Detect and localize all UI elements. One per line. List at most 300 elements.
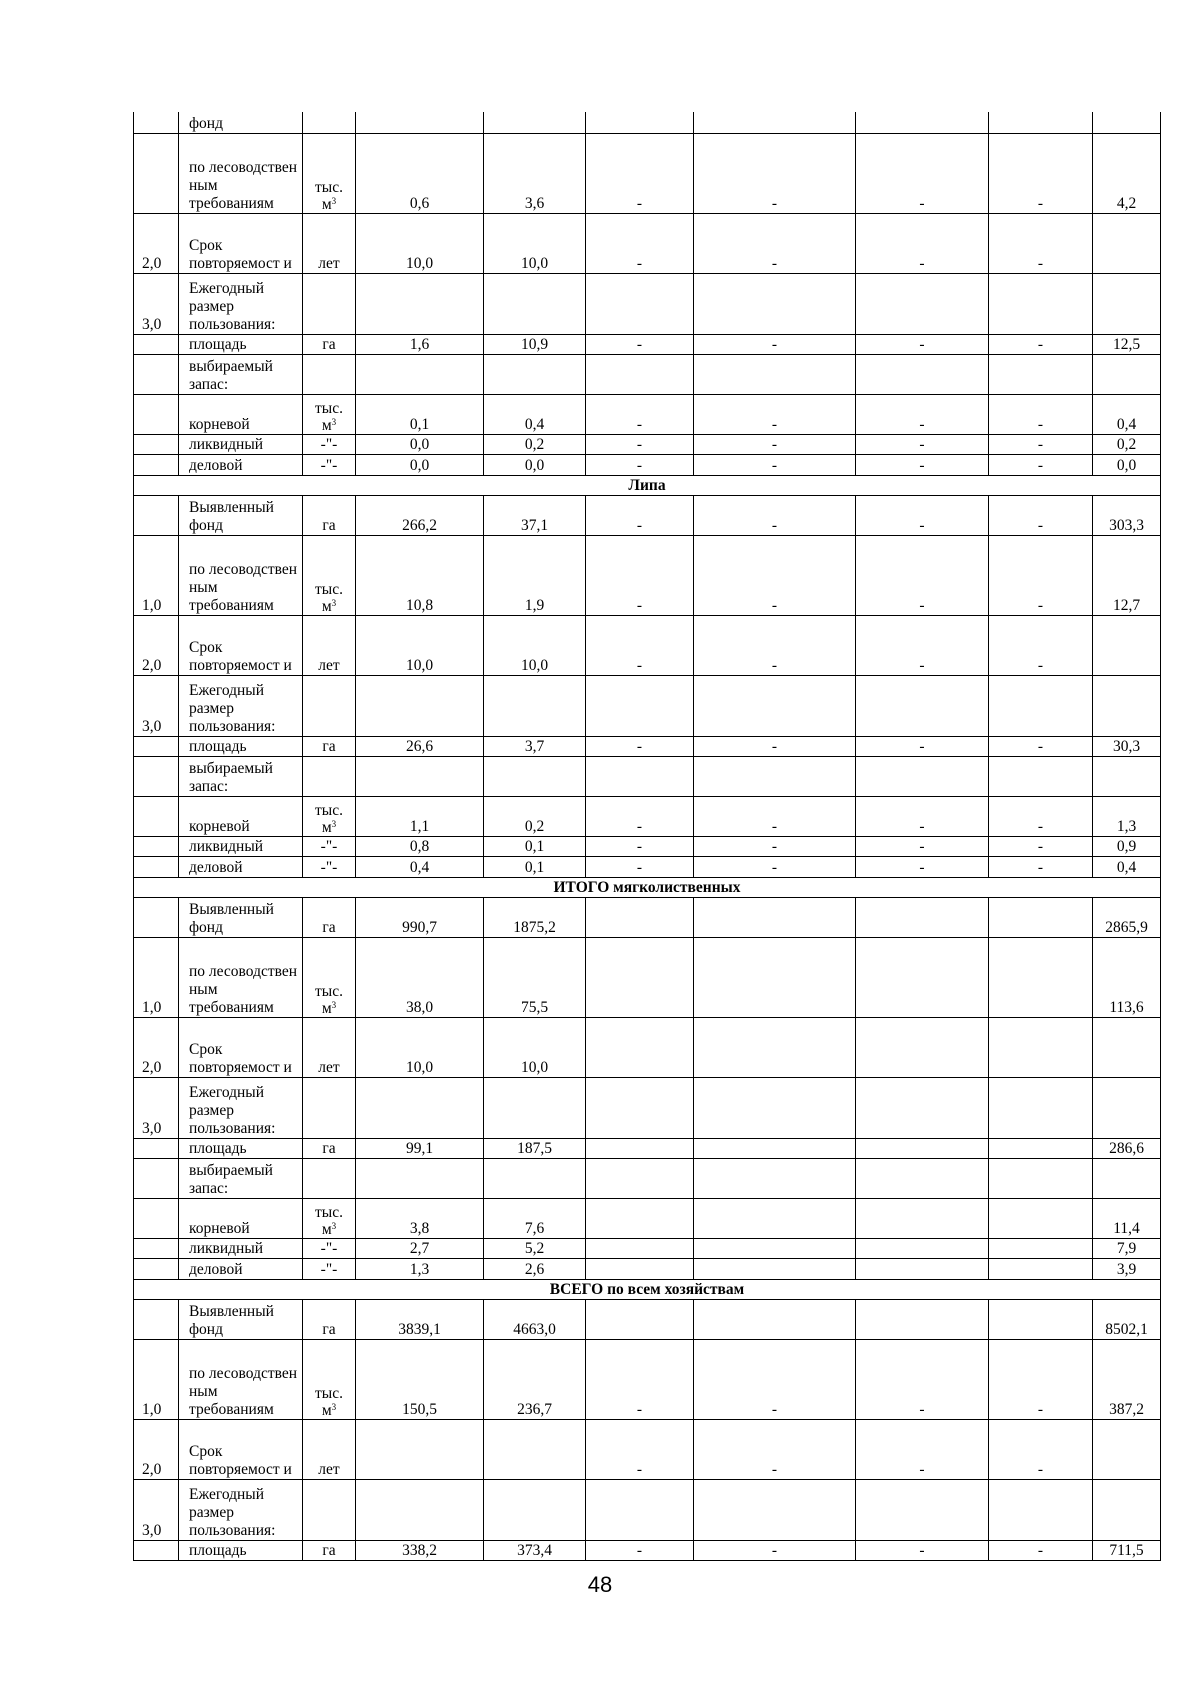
position-cell xyxy=(134,1198,179,1238)
value-col-5: - xyxy=(856,535,989,615)
name-cell: площадь xyxy=(179,1540,303,1560)
value-col-1: 10,0 xyxy=(356,1017,484,1077)
value-col-2: 10,0 xyxy=(484,615,586,675)
value-col-1: 990,7 xyxy=(356,897,484,937)
value-col-2: 4663,0 xyxy=(484,1299,586,1339)
section-header-row xyxy=(134,475,1161,495)
name-cell: корневой xyxy=(179,394,303,434)
value-col-1: 0,1 xyxy=(356,394,484,434)
value-col-6: - xyxy=(989,836,1093,856)
value-col-3: - xyxy=(586,836,694,856)
value-col-3 xyxy=(586,937,694,1017)
value-col-6 xyxy=(989,675,1093,736)
unit-cell: лет xyxy=(303,615,356,675)
value-col-5: - xyxy=(856,796,989,836)
table-row xyxy=(134,1540,1161,1560)
value-col-5 xyxy=(856,1017,989,1077)
total-cell xyxy=(1093,1077,1161,1138)
value-col-3: - xyxy=(586,856,694,877)
value-col-3: - xyxy=(586,796,694,836)
total-cell: 0,4 xyxy=(1093,856,1161,877)
table-row xyxy=(134,495,1161,535)
value-col-4: - xyxy=(694,535,856,615)
unit-cell: -"- xyxy=(303,434,356,454)
total-cell: 4,2 xyxy=(1093,133,1161,213)
value-col-6 xyxy=(989,1017,1093,1077)
total-cell: 30,3 xyxy=(1093,736,1161,756)
position-cell xyxy=(134,1138,179,1158)
name-cell: Ежегодный размер пользования: xyxy=(179,273,303,334)
position-cell xyxy=(134,796,179,836)
value-col-6: - xyxy=(989,334,1093,354)
value-col-4 xyxy=(694,1238,856,1258)
value-col-5 xyxy=(856,1138,989,1158)
value-col-4 xyxy=(694,112,856,133)
name-cell: деловой xyxy=(179,856,303,877)
name-cell: ликвидный xyxy=(179,1238,303,1258)
value-col-2: 236,7 xyxy=(484,1339,586,1419)
name-cell: Ежегодный размер пользования: xyxy=(179,1479,303,1540)
value-col-2: 373,4 xyxy=(484,1540,586,1560)
total-cell: 0,4 xyxy=(1093,394,1161,434)
value-col-5 xyxy=(856,1238,989,1258)
unit-cell xyxy=(303,675,356,736)
total-cell: 2865,9 xyxy=(1093,897,1161,937)
table-row xyxy=(134,133,1161,213)
value-col-4 xyxy=(694,354,856,394)
section-title: ИТОГО мягколиственных xyxy=(134,877,1161,897)
table-row xyxy=(134,1017,1161,1077)
value-col-5 xyxy=(856,1198,989,1238)
value-col-3: - xyxy=(586,1540,694,1560)
page-number: 48 xyxy=(587,1572,613,1597)
position-cell xyxy=(134,434,179,454)
table-row xyxy=(134,1077,1161,1138)
value-col-3: - xyxy=(586,535,694,615)
value-col-6 xyxy=(989,756,1093,796)
value-col-2: 0,0 xyxy=(484,454,586,475)
value-col-1: 0,0 xyxy=(356,454,484,475)
value-col-2: 10,9 xyxy=(484,334,586,354)
unit-cell: тыс. $м^3$ xyxy=(303,1339,356,1419)
value-col-5 xyxy=(856,756,989,796)
value-col-4 xyxy=(694,1299,856,1339)
table-row xyxy=(134,213,1161,273)
name-cell: деловой xyxy=(179,454,303,475)
unit-cell xyxy=(303,1077,356,1138)
table-row xyxy=(134,675,1161,736)
name-cell: по лесоводствен ным требованиям xyxy=(179,1339,303,1419)
value-col-2 xyxy=(484,1419,586,1479)
value-col-6 xyxy=(989,897,1093,937)
position-cell xyxy=(134,1299,179,1339)
position-cell xyxy=(134,1158,179,1198)
value-col-3: - xyxy=(586,213,694,273)
value-col-2: 0,2 xyxy=(484,434,586,454)
table-row xyxy=(134,112,1161,133)
table-row xyxy=(134,273,1161,334)
value-col-4: - xyxy=(694,836,856,856)
name-cell: площадь xyxy=(179,736,303,756)
value-col-5 xyxy=(856,937,989,1017)
position-cell xyxy=(134,112,179,133)
value-col-4 xyxy=(694,1479,856,1540)
value-col-3: - xyxy=(586,1419,694,1479)
value-col-4: - xyxy=(694,133,856,213)
value-col-3 xyxy=(586,1198,694,1238)
table-row xyxy=(134,736,1161,756)
value-col-2 xyxy=(484,756,586,796)
value-col-4 xyxy=(694,937,856,1017)
value-col-4 xyxy=(694,1017,856,1077)
total-cell: 7,9 xyxy=(1093,1238,1161,1258)
value-col-1 xyxy=(356,756,484,796)
value-col-2 xyxy=(484,1077,586,1138)
value-col-3 xyxy=(586,1077,694,1138)
name-cell: Выявленный фонд xyxy=(179,1299,303,1339)
unit-cell: -"- xyxy=(303,1238,356,1258)
position-cell xyxy=(134,1258,179,1279)
value-col-4 xyxy=(694,675,856,736)
unit-cell xyxy=(303,1158,356,1198)
unit-cell: га xyxy=(303,897,356,937)
total-cell xyxy=(1093,1419,1161,1479)
unit-cell: тыс. $м^3$ xyxy=(303,796,356,836)
position-cell: 3,0 xyxy=(134,1077,179,1138)
value-col-4: - xyxy=(694,615,856,675)
value-col-4 xyxy=(694,756,856,796)
value-col-3: - xyxy=(586,454,694,475)
unit-cell xyxy=(303,273,356,334)
unit-cell: лет xyxy=(303,1017,356,1077)
value-col-6 xyxy=(989,1158,1093,1198)
unit-cell: га xyxy=(303,736,356,756)
value-col-2: 7,6 xyxy=(484,1198,586,1238)
table-row xyxy=(134,937,1161,1017)
name-cell: площадь xyxy=(179,1138,303,1158)
unit-cell: тыс. $м^3$ xyxy=(303,1198,356,1238)
value-col-4: - xyxy=(694,394,856,434)
value-col-2: 10,0 xyxy=(484,213,586,273)
value-col-6: - xyxy=(989,615,1093,675)
value-col-4: - xyxy=(694,495,856,535)
total-cell xyxy=(1093,273,1161,334)
value-col-5: - xyxy=(856,1540,989,1560)
value-col-3 xyxy=(586,354,694,394)
value-col-6: - xyxy=(989,856,1093,877)
section-title: ВСЕГО по всем хозяйствам xyxy=(134,1279,1161,1299)
value-col-2: 0,4 xyxy=(484,394,586,434)
total-cell: 0,0 xyxy=(1093,454,1161,475)
value-col-1: 0,6 xyxy=(356,133,484,213)
position-cell xyxy=(134,1238,179,1258)
total-cell xyxy=(1093,615,1161,675)
total-cell: 1,3 xyxy=(1093,796,1161,836)
value-col-6: - xyxy=(989,1419,1093,1479)
value-col-5: - xyxy=(856,836,989,856)
value-col-6 xyxy=(989,1138,1093,1158)
unit-cell: га xyxy=(303,495,356,535)
value-col-1: 0,8 xyxy=(356,836,484,856)
value-col-6 xyxy=(989,1479,1093,1540)
value-col-3: - xyxy=(586,1339,694,1419)
position-cell xyxy=(134,334,179,354)
total-cell: 286,6 xyxy=(1093,1138,1161,1158)
section-header-row xyxy=(134,1279,1161,1299)
total-cell xyxy=(1093,1158,1161,1198)
total-cell xyxy=(1093,354,1161,394)
value-col-3 xyxy=(586,897,694,937)
value-col-1 xyxy=(356,354,484,394)
value-col-6 xyxy=(989,1238,1093,1258)
value-col-2: 37,1 xyxy=(484,495,586,535)
value-col-3 xyxy=(586,1017,694,1077)
name-cell: по лесоводствен ным требованиям xyxy=(179,937,303,1017)
unit-cell: га xyxy=(303,1299,356,1339)
value-col-6 xyxy=(989,1258,1093,1279)
value-col-6 xyxy=(989,1198,1093,1238)
value-col-1 xyxy=(356,1419,484,1479)
value-col-3: - xyxy=(586,434,694,454)
unit-cell: -"- xyxy=(303,454,356,475)
value-col-4: - xyxy=(694,1419,856,1479)
value-col-5: - xyxy=(856,1419,989,1479)
position-cell: 3,0 xyxy=(134,1479,179,1540)
unit-cell: га xyxy=(303,334,356,354)
value-col-5 xyxy=(856,1299,989,1339)
total-cell: 0,2 xyxy=(1093,434,1161,454)
name-cell: Срок повторяемост и xyxy=(179,1017,303,1077)
value-col-4 xyxy=(694,1077,856,1138)
table-row xyxy=(134,1419,1161,1479)
name-cell: площадь xyxy=(179,334,303,354)
value-col-2: 5,2 xyxy=(484,1238,586,1258)
value-col-3 xyxy=(586,1158,694,1198)
unit-cell: га xyxy=(303,1540,356,1560)
name-cell: корневой xyxy=(179,1198,303,1238)
value-col-1: 10,0 xyxy=(356,213,484,273)
value-col-1: 0,0 xyxy=(356,434,484,454)
name-cell: выбираемый запас: xyxy=(179,756,303,796)
total-cell: 387,2 xyxy=(1093,1339,1161,1419)
position-cell: 3,0 xyxy=(134,675,179,736)
value-col-4: - xyxy=(694,1339,856,1419)
total-cell: 3,9 xyxy=(1093,1258,1161,1279)
position-cell xyxy=(134,736,179,756)
forest-use-table xyxy=(133,112,1161,1561)
value-col-5 xyxy=(856,1258,989,1279)
table-row xyxy=(134,897,1161,937)
value-col-3: - xyxy=(586,394,694,434)
value-col-2 xyxy=(484,1158,586,1198)
table-row xyxy=(134,796,1161,836)
value-col-4: - xyxy=(694,213,856,273)
total-cell: 303,3 xyxy=(1093,495,1161,535)
table-row xyxy=(134,1198,1161,1238)
value-col-3 xyxy=(586,1479,694,1540)
position-cell: 1,0 xyxy=(134,535,179,615)
table-row xyxy=(134,334,1161,354)
total-cell xyxy=(1093,675,1161,736)
value-col-1: 1,6 xyxy=(356,334,484,354)
value-col-3 xyxy=(586,1138,694,1158)
value-col-1: 38,0 xyxy=(356,937,484,1017)
value-col-2: 10,0 xyxy=(484,1017,586,1077)
value-col-4 xyxy=(694,897,856,937)
value-col-6: - xyxy=(989,454,1093,475)
value-col-5 xyxy=(856,1158,989,1198)
total-cell: 11,4 xyxy=(1093,1198,1161,1238)
value-col-5: - xyxy=(856,736,989,756)
name-cell: Срок повторяемост и xyxy=(179,615,303,675)
table-row xyxy=(134,394,1161,434)
value-col-2: 3,7 xyxy=(484,736,586,756)
value-col-6 xyxy=(989,1077,1093,1138)
value-col-5 xyxy=(856,897,989,937)
total-cell: 12,7 xyxy=(1093,535,1161,615)
table-row xyxy=(134,836,1161,856)
value-col-3: - xyxy=(586,495,694,535)
unit-cell: тыс. $м^3$ xyxy=(303,937,356,1017)
table-row xyxy=(134,1158,1161,1198)
name-cell: Выявленный фонд xyxy=(179,495,303,535)
value-col-6: - xyxy=(989,535,1093,615)
value-col-3: - xyxy=(586,736,694,756)
position-cell: 2,0 xyxy=(134,1017,179,1077)
value-col-5 xyxy=(856,675,989,736)
position-cell: 1,0 xyxy=(134,1339,179,1419)
value-col-1: 1,3 xyxy=(356,1258,484,1279)
value-col-3 xyxy=(586,1299,694,1339)
value-col-3: - xyxy=(586,334,694,354)
value-col-6: - xyxy=(989,394,1093,434)
value-col-2: 3,6 xyxy=(484,133,586,213)
value-col-4: - xyxy=(694,434,856,454)
value-col-5: - xyxy=(856,334,989,354)
value-col-2 xyxy=(484,273,586,334)
name-cell: Выявленный фонд xyxy=(179,897,303,937)
value-col-4: - xyxy=(694,856,856,877)
value-col-1: 10,8 xyxy=(356,535,484,615)
unit-cell: тыс. $м^3$ xyxy=(303,394,356,434)
value-col-5 xyxy=(856,354,989,394)
value-col-6 xyxy=(989,273,1093,334)
unit-cell: -"- xyxy=(303,856,356,877)
value-col-4: - xyxy=(694,334,856,354)
table-row xyxy=(134,1258,1161,1279)
value-col-6: - xyxy=(989,796,1093,836)
table-row xyxy=(134,1299,1161,1339)
value-col-5 xyxy=(856,273,989,334)
value-col-6: - xyxy=(989,434,1093,454)
value-col-6: - xyxy=(989,1540,1093,1560)
name-cell: Ежегодный размер пользования: xyxy=(179,675,303,736)
value-col-4 xyxy=(694,273,856,334)
unit-cell xyxy=(303,756,356,796)
position-cell: 2,0 xyxy=(134,615,179,675)
value-col-4: - xyxy=(694,454,856,475)
position-cell: 2,0 xyxy=(134,1419,179,1479)
position-cell: 3,0 xyxy=(134,273,179,334)
value-col-6: - xyxy=(989,133,1093,213)
name-cell: ликвидный xyxy=(179,434,303,454)
unit-cell xyxy=(303,1479,356,1540)
table-row xyxy=(134,1238,1161,1258)
unit-cell: -"- xyxy=(303,836,356,856)
value-col-1: 3,8 xyxy=(356,1198,484,1238)
total-cell: 12,5 xyxy=(1093,334,1161,354)
name-cell: корневой xyxy=(179,796,303,836)
section-header-row xyxy=(134,877,1161,897)
value-col-6: - xyxy=(989,495,1093,535)
table-row xyxy=(134,535,1161,615)
value-col-4: - xyxy=(694,736,856,756)
total-cell: 0,9 xyxy=(1093,836,1161,856)
value-col-2 xyxy=(484,112,586,133)
table-row xyxy=(134,1479,1161,1540)
unit-cell: -"- xyxy=(303,1258,356,1279)
value-col-5: - xyxy=(856,856,989,877)
value-col-3 xyxy=(586,112,694,133)
value-col-1: 2,7 xyxy=(356,1238,484,1258)
name-cell: выбираемый запас: xyxy=(179,354,303,394)
position-cell xyxy=(134,454,179,475)
value-col-6 xyxy=(989,112,1093,133)
value-col-2: 1875,2 xyxy=(484,897,586,937)
value-col-1 xyxy=(356,1158,484,1198)
value-col-3 xyxy=(586,675,694,736)
value-col-1: 266,2 xyxy=(356,495,484,535)
value-col-5: - xyxy=(856,615,989,675)
position-cell xyxy=(134,133,179,213)
value-col-3 xyxy=(586,756,694,796)
value-col-1: 26,6 xyxy=(356,736,484,756)
value-col-4: - xyxy=(694,1540,856,1560)
name-cell: по лесоводствен ным требованиям xyxy=(179,535,303,615)
table-row xyxy=(134,1339,1161,1419)
value-col-2: 2,6 xyxy=(484,1258,586,1279)
table-row xyxy=(134,856,1161,877)
name-cell: по лесоводствен ным требованиям xyxy=(179,133,303,213)
table-row xyxy=(134,756,1161,796)
value-col-2: 75,5 xyxy=(484,937,586,1017)
value-col-1 xyxy=(356,273,484,334)
name-cell: выбираемый запас: xyxy=(179,1158,303,1198)
value-col-3: - xyxy=(586,133,694,213)
value-col-2: 1,9 xyxy=(484,535,586,615)
table-row xyxy=(134,454,1161,475)
section-title: Липа xyxy=(134,475,1161,495)
value-col-1 xyxy=(356,1479,484,1540)
value-col-3 xyxy=(586,1258,694,1279)
position-cell xyxy=(134,1540,179,1560)
total-cell: 8502,1 xyxy=(1093,1299,1161,1339)
value-col-4 xyxy=(694,1138,856,1158)
unit-cell: лет xyxy=(303,1419,356,1479)
value-col-1 xyxy=(356,1077,484,1138)
unit-cell xyxy=(303,112,356,133)
position-cell xyxy=(134,756,179,796)
position-cell xyxy=(134,836,179,856)
value-col-1 xyxy=(356,675,484,736)
value-col-6: - xyxy=(989,213,1093,273)
value-col-1: 10,0 xyxy=(356,615,484,675)
total-cell xyxy=(1093,1479,1161,1540)
value-col-2: 187,5 xyxy=(484,1138,586,1158)
value-col-5 xyxy=(856,1479,989,1540)
value-col-5: - xyxy=(856,495,989,535)
value-col-5: - xyxy=(856,434,989,454)
